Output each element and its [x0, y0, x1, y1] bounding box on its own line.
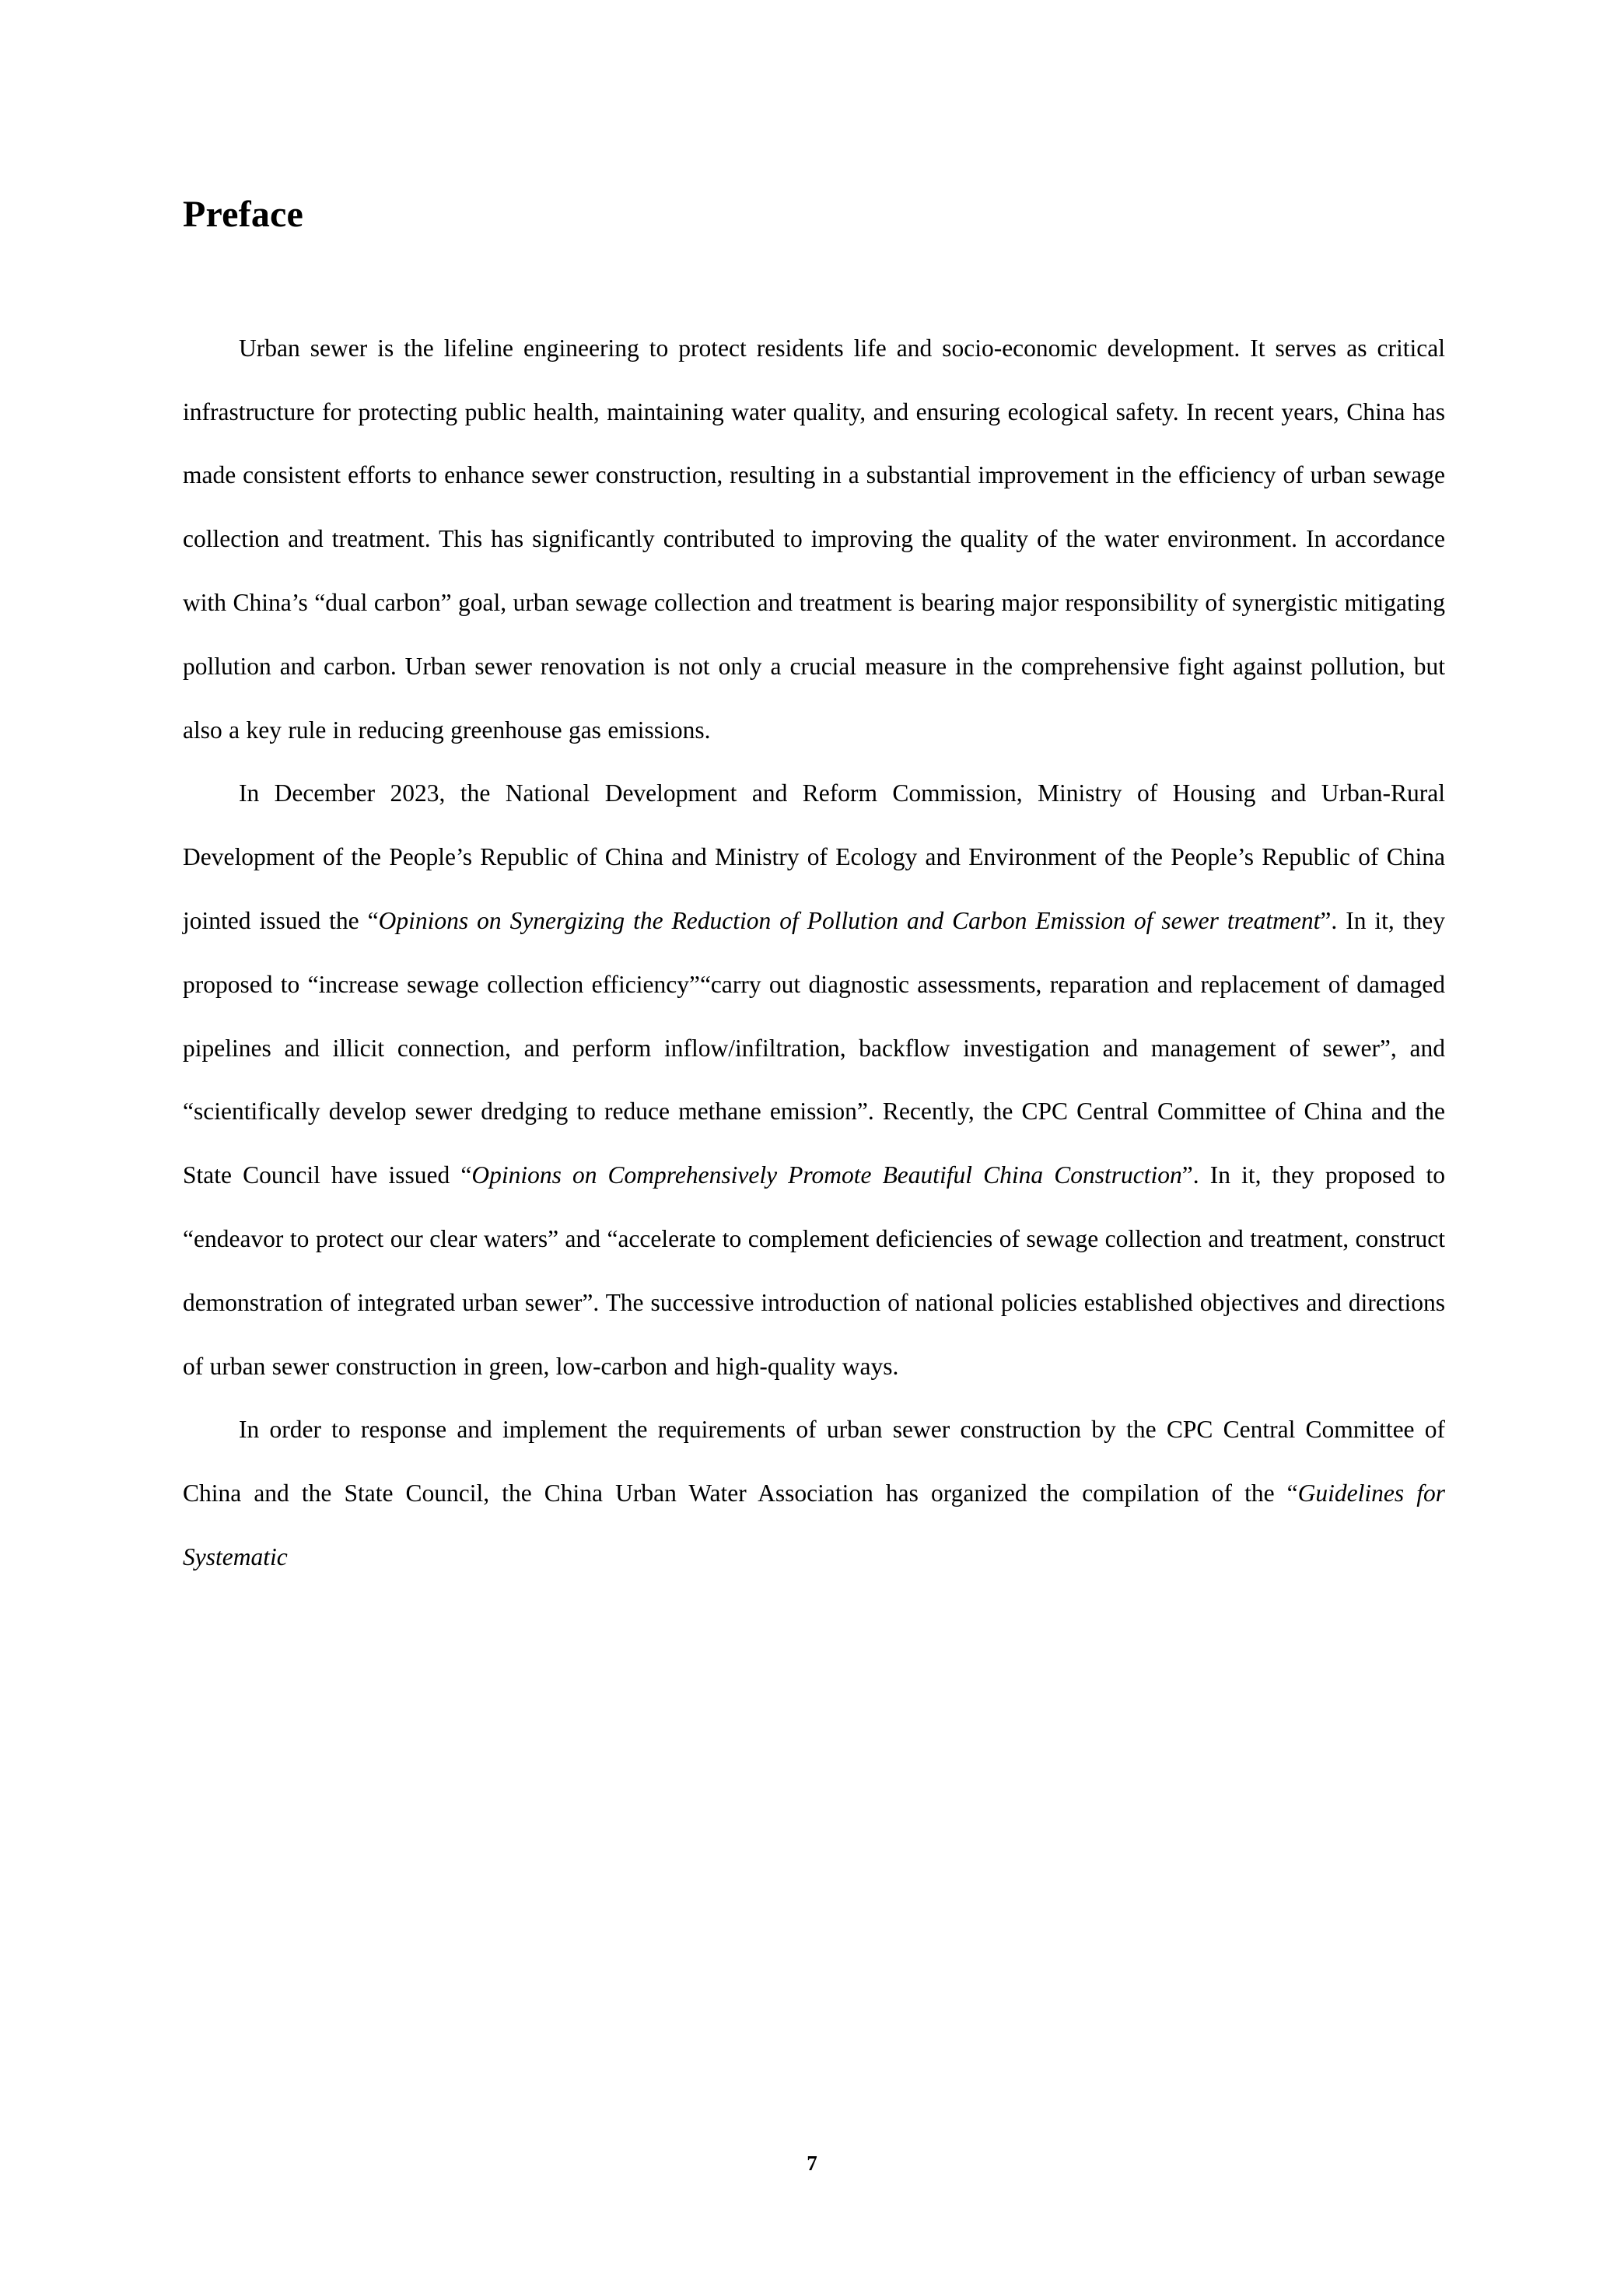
- text-run: In order to response and implement the requirements of urban sewer construction by the CPC Central Committee of China and the State Council, the China Urban Water Association has organized the compilation of the “: [183, 1416, 1445, 1507]
- text-run: ”. In it, they proposed to “endeavor to protect our clear waters” and “accelerate to complement deficiencies of sewage collection and treatment, construct demonstration of integrated urban sewer”. The successive introduction of national policies established objectives and directions of urban sewer construction in green, low-carbon and high-quality ways.: [183, 1161, 1445, 1380]
- page-number: 7: [807, 2152, 817, 2175]
- italic-title-run: Opinions on Comprehensively Promote Beautiful China Construction: [471, 1161, 1182, 1189]
- para-2: [183, 762, 1445, 1398]
- para-3: [183, 1398, 1445, 1588]
- italic-title-run: Guidelines for Systematic: [183, 1479, 1445, 1570]
- text-run: ”. In it, they proposed to “increase sewage collection efficiency”“carry out diagnostic assessments, reparation and replacement of damaged pipelines and illicit connection, and perform inflow/infiltration, backflow investigation and management of sewer”, and “scientifically develop sewer dredging to reduce methane emission”. Recently, the CPC Central Committee of China and the State Council have issued “: [183, 906, 1445, 1189]
- text-run: In December 2023, the National Development and Reform Commission, Ministry of Housing and Urban-Rural Development of the People’s Republic of China and Ministry of Ecology and Environment of the People’s Republic of China jointed issued the “: [183, 779, 1445, 934]
- italic-title-run: Opinions on Synergizing the Reduction of Pollution and Carbon Emission of sewer treatment: [378, 906, 1321, 934]
- body-text-block: [183, 317, 1445, 1589]
- para-1: [183, 317, 1445, 762]
- text-run: Urban sewer is the lifeline engineering to protect residents life and socio-economic development. It serves as critical infrastructure for protecting public health, maintaining water quality, and ensuring ecological safety. In recent years, China has made consistent efforts to enhance sewer construction, resulting in a substantial improvement in the efficiency of urban sewage collection and treatment. This has significantly contributed to improving the quality of the water environment. In accordance with China’s “dual carbon” goal, urban sewage collection and treatment is bearing major responsibility of synergistic mitigating pollution and carbon. Urban sewer renovation is not only a crucial measure in the comprehensive fight against pollution, but also a key rule in reducing greenhouse gas emissions.: [183, 334, 1445, 744]
- page-content: [183, 194, 1445, 1589]
- page-title: Preface: [183, 194, 304, 235]
